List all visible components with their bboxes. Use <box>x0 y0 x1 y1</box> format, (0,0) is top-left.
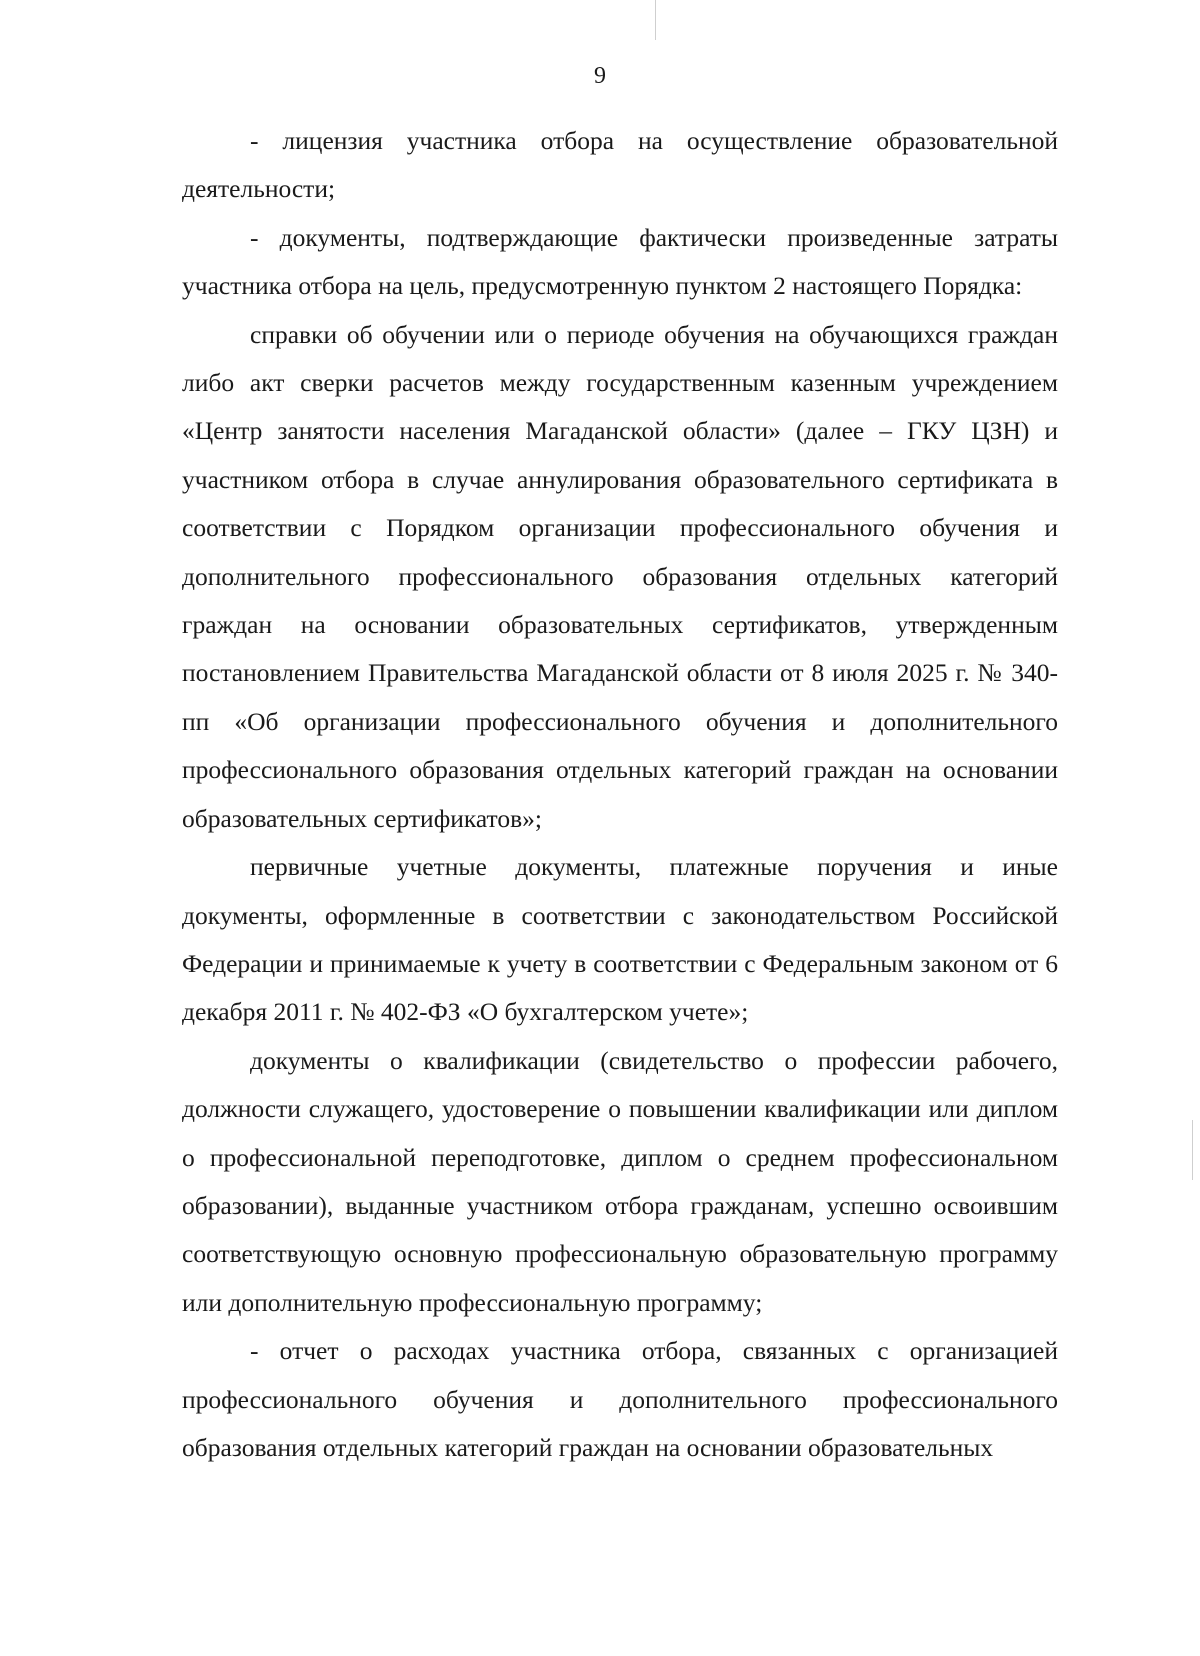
scan-edge-mark-right <box>1192 1120 1193 1180</box>
page-number: 9 <box>594 63 606 89</box>
paragraph-accounting-documents: первичные учетные документы, платежные поручения и иные документы, оформленные в соответствии с законодательством Российской Федерации и принимаемые к учету в соответствии с Федеральным законом от 6 декабря 2011 г. № 402-ФЗ «О бухгалтерском учете»; <box>182 852 1058 1027</box>
paragraph-training-certificates: справки об обучении или о периоде обучения на обучающихся граждан либо акт сверки расчетов между государственным казенным учреждением «Центр занятости населения Магаданской области» (далее – ГКУ ЦЗН) и участником отбора в случае аннулирования образовательного сертификата в соответствии с Порядком организации профессионального обучения и дополнительного профессионального образования отдельных категорий граждан на основании образовательных сертификатов, утвержденным постановлением Правительства Магаданской области от 8 июля 2025 г. № 340-пп «Об организации профессионального обучения и дополнительного профессионального образования отдельных категорий граждан на основании образовательных сертификатов»; <box>182 319 1058 833</box>
scan-edge-mark-top <box>655 0 656 40</box>
document-body <box>182 117 1058 1472</box>
paragraph-expense-report: - отчет о расходах участника отбора, связанных с организацией профессионального обучения и дополнительного профессионального образования отдельных категорий граждан на основании образовательных <box>182 1336 1058 1462</box>
paragraph-cost-documents: - документы, подтверждающие фактически произведенные затраты участника отбора на цель, предусмотренную пунктом 2 настоящего Порядка: <box>182 222 1058 301</box>
paragraph-license: - лицензия участника отбора на осуществление образовательной деятельности; <box>182 126 1058 204</box>
paragraph-qualification-documents: документы о квалификации (свидетельство о профессии рабочего, должности служащего, удостоверение о повышении квалификации или диплом о профессиональной переподготовке, диплом о среднем профессиональном образовании), выданные участником отбора гражданам, успешно освоившим соответствующую основную профессиональную образовательную программу или дополнительную профессиональную программу; <box>182 1045 1058 1317</box>
